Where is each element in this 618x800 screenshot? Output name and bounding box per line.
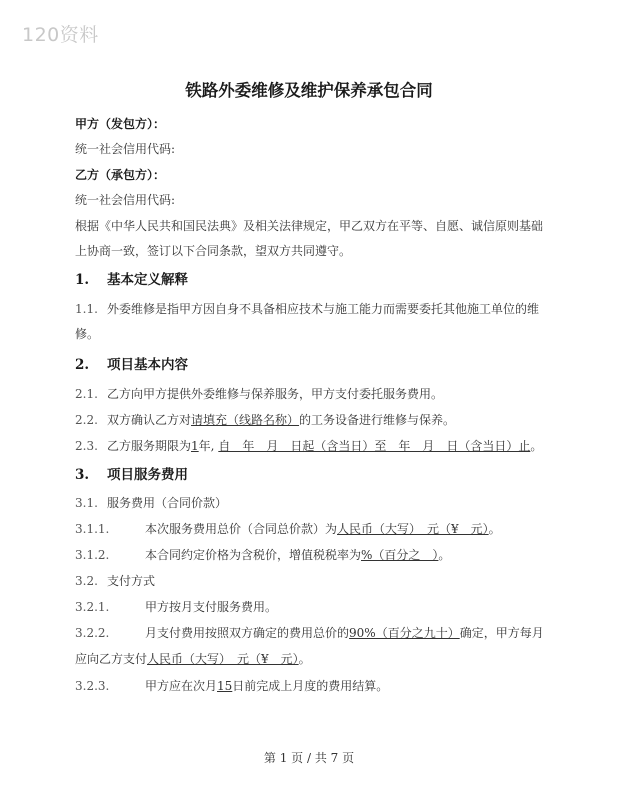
section-number: 1. (75, 272, 90, 288)
page-footer: 第 1 页 / 共 7 页 (263, 751, 355, 765)
clause-text: 乙方向甲方提供外委维修与保养服务，甲方支付委托服务费用。 (107, 387, 444, 401)
clause-number: 3.1.1. (75, 522, 110, 536)
section-2-heading (75, 353, 188, 373)
clause-text-tail: 确定，甲方每月 (459, 626, 544, 640)
clause-3-2-1 (75, 598, 277, 615)
fill-field-service-period[interactable]: 自 年 月 日起（含当日）至 年 月 日（含当日）止 (218, 439, 531, 453)
clause-3-2-2 (75, 624, 544, 641)
clause-1-1-continuation: 修。 (75, 327, 100, 341)
clause-number: 2.1. (75, 387, 98, 401)
clause-text: 本合同约定价格为含税价，增值税税率为 (145, 548, 362, 562)
document-title: 铁路外委维修及维护保养承包合同 (185, 81, 433, 100)
clause-1-1 (75, 300, 539, 317)
clause-number: 3.2.3. (75, 679, 110, 693)
fill-field-line-name[interactable]: 请填充（线路名称） (191, 413, 300, 427)
clause-text: 甲方按月支付服务费用。 (145, 600, 278, 614)
fill-field-percentage: 90%（百分之九十） (349, 626, 460, 640)
clause-number: 2.3. (75, 439, 98, 453)
section-title: 基本定义解释 (107, 272, 188, 288)
clause-3-2-3 (75, 677, 388, 694)
clause-text: 乙方服务期限为 (107, 439, 192, 453)
clause-text: 月支付费用按照双方确定的费用总价的 (145, 626, 350, 640)
clause-text-tail: 。 (530, 439, 543, 453)
clause-text: 双方确认乙方对 (107, 413, 192, 427)
clause-3-2 (75, 572, 155, 589)
clause-3-1 (75, 494, 227, 511)
intro-line-1: 根据《中华人民共和国民法典》及相关法律规定，甲乙双方在平等、自愿、诚信原则基础 (75, 219, 544, 233)
fill-field-monthly-payment[interactable]: 人民币（大写） 元（¥ 元） (147, 652, 299, 666)
clause-2-3 (75, 437, 542, 454)
section-1-heading (75, 268, 188, 288)
clause-3-1-1 (75, 520, 501, 537)
clause-text: 支付方式 (107, 574, 156, 588)
clause-text: 甲方应在次月 (145, 679, 218, 693)
section-title: 项目服务费用 (107, 467, 188, 483)
section-3-heading (75, 463, 188, 483)
clause-text-tail: 。 (488, 522, 501, 536)
settlement-day-value: 15 (217, 679, 233, 693)
fill-field-tax-rate[interactable]: %（百分之 ） (361, 548, 439, 562)
fill-field-total-price[interactable]: 人民币（大写） 元（¥ 元） (337, 522, 489, 536)
clause-text: 服务费用（合同价款） (107, 496, 228, 510)
clause-number: 3.2.1. (75, 600, 110, 614)
clause-number: 1.1. (75, 302, 98, 316)
clause-text-tail: 。 (438, 548, 451, 562)
clause-number: 3.2.2. (75, 626, 110, 640)
clause-number: 3.1. (75, 496, 98, 510)
clause-text-mid: 年, (198, 439, 215, 453)
clause-text: 外委维修是指甲方因自身不具备相应技术与施工能力而需要委托其他施工单位的维 (107, 302, 540, 316)
clause-text: 本次服务费用总价（合同总价款）为 (145, 522, 338, 536)
clause-3-1-2 (75, 546, 450, 563)
party-b-credit-code: 统一社会信用代码: (75, 193, 176, 207)
clause-number: 3.1.2. (75, 548, 110, 562)
clause-text-tail: 。 (298, 652, 311, 666)
clause-3-2-2-continuation (75, 650, 311, 667)
clause-text-tail: 的工务设备进行维修与保养。 (299, 413, 456, 427)
clause-text-tail: 日前完成上月度的费用结算。 (232, 679, 389, 693)
party-a-label: 甲方（发包方）： (75, 117, 166, 131)
clause-2-2 (75, 411, 455, 428)
service-years-value: 1 (191, 439, 199, 453)
section-number: 2. (75, 357, 90, 373)
clause-2-1 (75, 385, 443, 402)
party-a-credit-code: 统一社会信用代码: (75, 142, 176, 156)
clause-number: 3.2. (75, 574, 98, 588)
party-b-label: 乙方（承包方）： (75, 168, 166, 182)
section-title: 项目基本内容 (107, 357, 188, 373)
section-number: 3. (75, 467, 90, 483)
clause-number: 2.2. (75, 413, 98, 427)
intro-line-2: 上协商一致，签订以下合同条款，望双方共同遵守。 (75, 244, 352, 258)
clause-text: 应向乙方支付 (75, 652, 148, 666)
watermark: 120资料 (22, 24, 99, 46)
